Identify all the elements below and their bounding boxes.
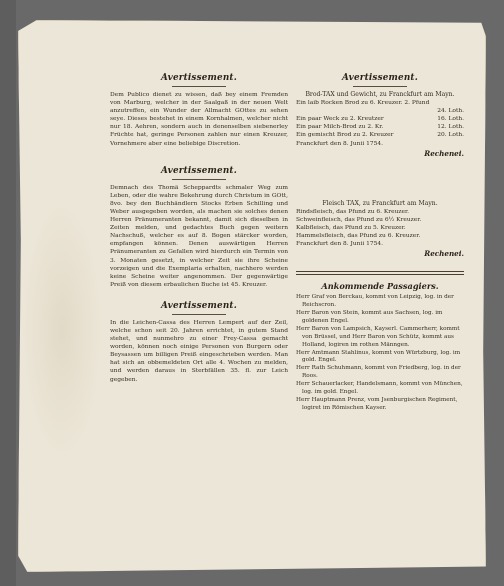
passenger-heading: Ankommende Passagiers.	[321, 281, 439, 292]
notice-heading: Avertissement.	[161, 165, 237, 176]
price-item: Ein laib Rocken Brod zu 6. Kreuzer. 2. Pfund	[296, 100, 430, 107]
price-line	[296, 115, 464, 123]
price-item: Schweinfleisch, das Pfund zu 6½ Kreuzer.	[296, 216, 422, 223]
price-weight: 20. Loth.	[437, 132, 464, 139]
heading-rule	[353, 86, 407, 87]
notice-body: In die Leichen-Cassa des Herren Lempert auf der Zeil, welche schon seit 20. Jahren errichtet, in gutem Stand stehet, und nunmehro zu einer Frey-Cassa gemacht worden, können noch einige Personen von Burgern oder Beysassen um billigen Preiß eingeschrieben werden. Man hat sich an obbemeldeten Ort alle 4. Wochen zu melden, und werden daraus in Sterbfällen 35. fl. zur Leich gegeben.	[110, 319, 288, 383]
notice-burial-fund	[110, 301, 288, 384]
tax-intro: Brod-TAX und Gewicht, zu Franckfurt am Mayn.	[305, 91, 455, 98]
tax-date: Franckfurt den 8. Junii 1754.	[296, 140, 383, 147]
double-rule-divider	[296, 271, 464, 275]
left-column	[110, 73, 288, 384]
passenger-entry: Herr Rath Schuhmann, kommt von Friedberg, log. in der Roos.	[296, 365, 461, 380]
price-item: Ein gemischt Brod zu 2. Kreuzer	[296, 132, 394, 139]
tax-signature: Rechenei.	[424, 148, 464, 158]
notice-heading: Avertissement.	[342, 73, 418, 83]
passenger-entry: Herr Baron von Stein, kommt aus Sachsen, log. im goldenen Engel.	[296, 310, 443, 324]
price-weight: 24. Loth.	[437, 108, 464, 115]
price-item: Rindsfleisch, das Pfund zu 6. Kreuzer.	[296, 208, 410, 215]
price-item: Kalbfleisch, das Pfund zu 5. Kreuzer.	[296, 224, 406, 231]
passenger-entry: Herr Amtmann Stahlinus, kommt von Würtzburg, log. im gold. Engel.	[296, 349, 461, 364]
price-weight: 12. Loth.	[437, 124, 464, 131]
heading-rule	[172, 86, 226, 87]
price-line	[296, 232, 464, 240]
heading-rule	[172, 179, 226, 180]
price-line	[296, 224, 464, 232]
passenger-list	[296, 281, 464, 413]
notice-heading: Avertissement.	[161, 73, 237, 83]
price-line	[296, 208, 464, 216]
price-weight: 16. Loth.	[437, 116, 464, 123]
price-line	[296, 131, 464, 139]
price-line	[296, 99, 464, 107]
passenger-entry: Herr Graf von Berckau, kommt von Leipzig, log. in der Reichscron.	[296, 294, 454, 309]
price-item: Ein paar Milch-Brod zu 2. Kr.	[296, 124, 384, 131]
tax-signature: Rechenei.	[424, 249, 464, 259]
bread-tax	[296, 73, 464, 158]
notice-body: Dem Publico dienet zu wissen, daß bey einem Fremden von Marburg, welcher in der Saalgaß in der neuen Welt anzutreffen, ein Wunder der Allmacht GOttes zu sehen seye. Dieses bestehet in einem Kornhalmen, welcher nicht nur 18. Aehren, sondern auch in denenselben siebenerley Früchte hat, geringe Personen zahlen nur einen Kreuzer, Vornehmere aber eine beliebige Discretion.	[110, 92, 288, 147]
tax-intro: Fleisch TAX, zu Franckfurt am Mayn.	[322, 199, 438, 207]
notice-book	[110, 166, 288, 289]
price-item: Hammelsfleisch, das Pfund zu 6. Kreuzer.	[296, 233, 421, 240]
paper-stain	[22, 200, 102, 460]
notice-wonder	[110, 73, 288, 148]
price-line	[296, 216, 464, 224]
price-line	[296, 123, 464, 131]
price-item: Ein paar Weck zu 2. Kreutzer	[296, 116, 384, 123]
heading-rule	[172, 314, 226, 315]
passenger-entry: Herr Schauerlacker, Handelsmann, kommt von München, log. im gold. Engel.	[296, 381, 463, 396]
passenger-entry: Herr Baron von Lampsich, Kayserl. Cammerherr, kommt von Brüssel, und Herr Baron von Schütz, kommt aus Holland, logiren im rothen Männgen.	[296, 325, 460, 348]
tax-date: Franckfurt den 8. Junii 1754.	[296, 241, 383, 248]
passenger-entry: Herr Hauptmann Prenz, vom Jsenburgischen Regiment, logiret im Römischen Kayser.	[296, 397, 458, 411]
notice-body: Demnach des Thomä Scheppardts schmaler Weg zum Leben, oder die wahre Bekehrung durch Christum in GOtt, 8vo. bey den Buchhändlern Stocks Erben Schilling und Weber ausgegeben worden, als machen sie solches denen Herren Pränumeranten bekannt, damit sich dieselben in Zeiten melden, und gedachtes Buch gegen weitern Nachschuß, welcher es auf 8. Bogen stärcker worden, empfangen können. Denen auswärtigen Herren Pränumeranten zu Gefallen wird hierdurch ein Termin von 3. Monaten gesetzt, in welcher Zeit sie ihre Scheine vorzeigen und die Exemplaria erhalten, nachhero werden keine Scheine weiter angenommen. Der gegenwärtige Preiß von diesem erbaulichen Buche ist 45. Kreuzer.	[110, 184, 288, 288]
right-column	[296, 73, 464, 413]
price-line	[296, 107, 464, 115]
meat-tax	[296, 200, 464, 259]
notice-heading: Avertissement.	[161, 300, 237, 311]
